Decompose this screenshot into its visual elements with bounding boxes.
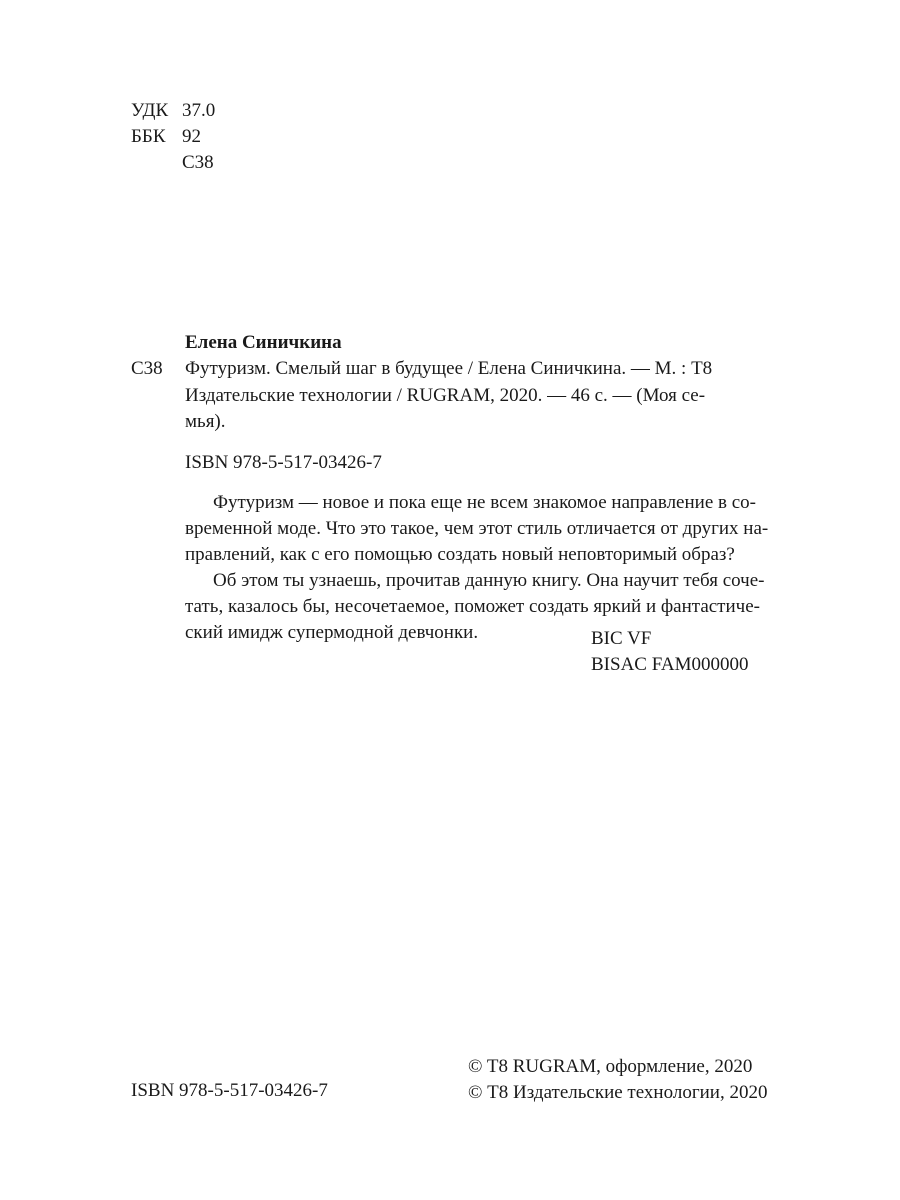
bbk-row [131, 124, 215, 150]
annotation-line: Об этом ты узнаешь, прочитав данную книгу. Она научит тебя сочe- [213, 570, 765, 591]
classification-block [131, 98, 215, 176]
description-line: мья). [185, 411, 226, 432]
annotation-line: временной моде. Что это такое, чем этот стиль отличается от других на- [185, 518, 769, 539]
udk-value: 37.0 [182, 100, 216, 121]
annotation-line: правлений, как с его помощью создать новый неповторимый образ? [185, 544, 735, 565]
bisac-code: BISAC FAM000000 [591, 654, 749, 675]
author-name: Елена Синичкина [185, 332, 342, 353]
isbn-footer: ISBN 978-5-517-03426-7 [131, 1080, 328, 1101]
annotation-line: ский имидж супермодной девчонки. [185, 622, 479, 643]
copyright-line: © T8 RUGRAM, оформление, 2020 [468, 1056, 753, 1077]
annotation-line: Футуризм — новое и пока еще не всем знакомое направление в со- [213, 492, 756, 513]
bic-code: BIC VF [591, 628, 652, 649]
udk-row [131, 98, 215, 124]
udk-label: УДК [131, 100, 169, 121]
author-mark: С38 [182, 152, 214, 173]
description-line: Издательские технологии / RUGRAM, 2020. — 46 с. — (Моя се- [185, 384, 706, 406]
bbk-label: ББК [131, 126, 166, 147]
author-code: С38 [131, 358, 163, 379]
description-line: Футуризм. Смелый шаг в будущее / Елена Синичкина. — М. : Т8 [185, 358, 713, 379]
isbn-main: ISBN 978-5-517-03426-7 [185, 452, 382, 473]
annotation [185, 490, 770, 646]
bbk-value: 92 [182, 126, 201, 147]
copyright-line: © Т8 Издательские технологии, 2020 [468, 1082, 768, 1103]
bibliographic-description [185, 356, 775, 436]
annotation-line: тать, казалось бы, несочетаемое, поможет создать яркий и фантастиче- [185, 596, 760, 617]
subject-codes [591, 626, 748, 678]
copyright-block [468, 1054, 767, 1106]
